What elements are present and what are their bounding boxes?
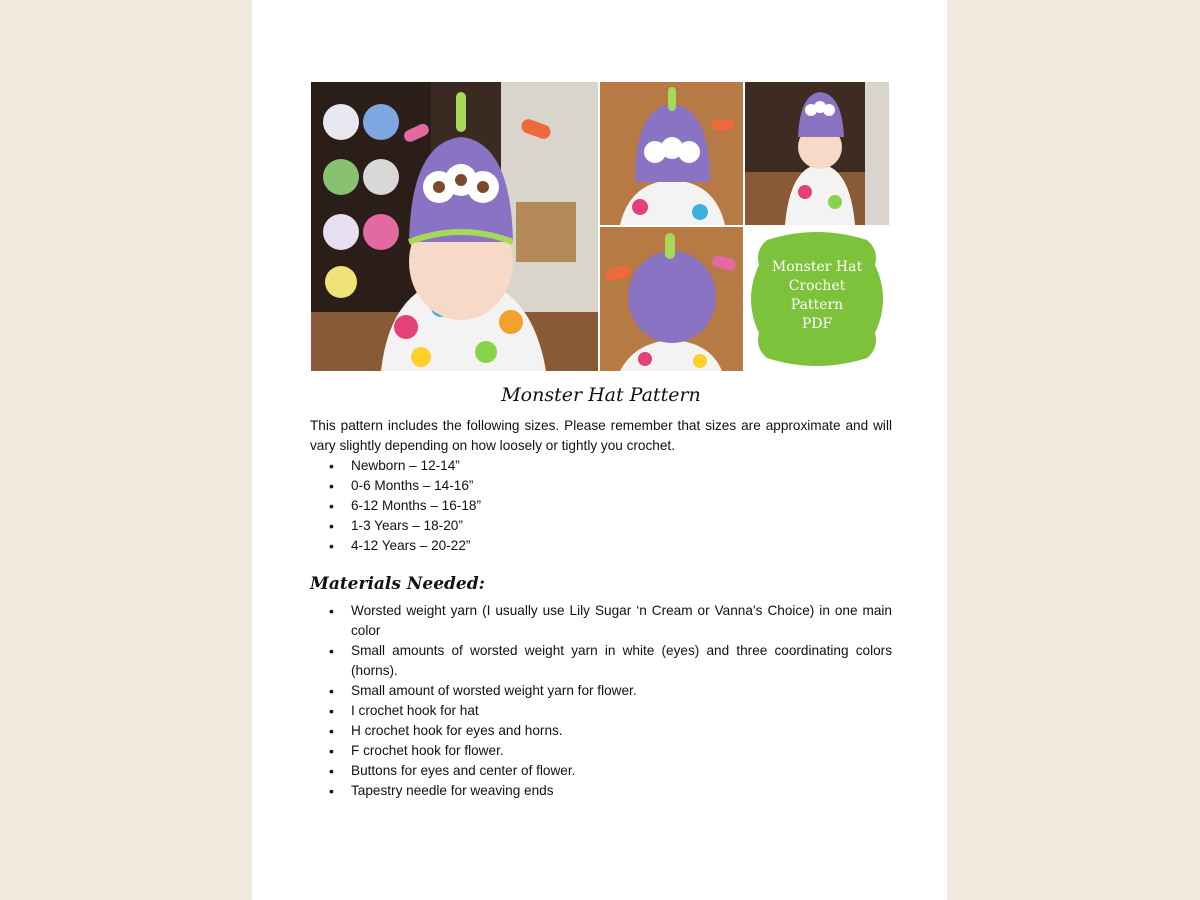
photo-hat-back — [600, 227, 743, 371]
list-item-text: I crochet hook for hat — [351, 703, 479, 718]
bullet-icon: • — [329, 743, 334, 759]
bullet-icon: • — [329, 518, 334, 534]
badge-line: Pattern — [790, 297, 844, 313]
list-item — [310, 741, 892, 761]
list-item — [310, 476, 892, 496]
badge-line: Monster Hat — [771, 259, 863, 275]
photo-hat-front — [600, 82, 743, 225]
list-item-text: Newborn – 12-14” — [351, 458, 460, 473]
badge-line: PDF — [801, 316, 833, 332]
bullet-icon: • — [329, 703, 334, 719]
bullet-icon: • — [329, 763, 334, 779]
bullet-icon: • — [329, 603, 334, 619]
list-item — [310, 456, 892, 476]
list-item — [310, 641, 892, 681]
list-item-text: Tapestry needle for weaving ends — [351, 783, 554, 798]
list-item-text: H crochet hook for eyes and horns. — [351, 723, 563, 738]
page-title: Monster Hat Pattern — [501, 384, 701, 406]
list-item-text: 4-12 Years – 20-22” — [351, 538, 471, 553]
bullet-icon: • — [329, 458, 334, 474]
photo-collage — [311, 82, 891, 371]
list-item — [310, 721, 892, 741]
bullet-icon: • — [329, 783, 334, 799]
photo-baby-wearing-hat — [311, 82, 598, 371]
list-item — [310, 701, 892, 721]
document-page — [252, 0, 947, 900]
list-item — [310, 781, 892, 801]
list-item-text: 0-6 Months – 14-16” — [351, 478, 474, 493]
bullet-icon: • — [329, 478, 334, 494]
list-item-text: 6-12 Months – 16-18” — [351, 498, 481, 513]
bullet-icon: • — [329, 683, 334, 699]
list-item-text: Small amounts of worsted weight yarn in white (eyes) and three coordinating colors (horns). — [351, 643, 892, 678]
photo-baby-sitting — [745, 82, 889, 225]
list-item-text: Worsted weight yarn (I usually use Lily Sugar ‘n Cream or Vanna’s Choice) in one main color — [351, 603, 892, 638]
list-item-text: Buttons for eyes and center of flower. — [351, 763, 576, 778]
sizes-list — [310, 456, 892, 556]
bullet-icon: • — [329, 723, 334, 739]
pattern-badge — [747, 230, 887, 368]
bullet-icon: • — [329, 498, 334, 514]
bullet-icon: • — [329, 538, 334, 554]
materials-heading: Materials Needed: — [310, 574, 485, 594]
list-item-text: 1-3 Years – 18-20” — [351, 518, 463, 533]
badge-line: Crochet — [788, 278, 846, 294]
list-item — [310, 496, 892, 516]
list-item — [310, 681, 892, 701]
list-item — [310, 601, 892, 641]
list-item — [310, 516, 892, 536]
list-item-text: F crochet hook for flower. — [351, 743, 504, 758]
list-item — [310, 761, 892, 781]
list-item-text: Small amount of worsted weight yarn for flower. — [351, 683, 637, 698]
bullet-icon: • — [329, 643, 334, 659]
materials-list — [310, 601, 892, 801]
badge-text — [747, 258, 887, 334]
intro-paragraph: This pattern includes the following sizes. Please remember that sizes are approximate and will vary slightly depending on how loosely or tightly you crochet. — [310, 418, 892, 453]
list-item — [310, 536, 892, 556]
